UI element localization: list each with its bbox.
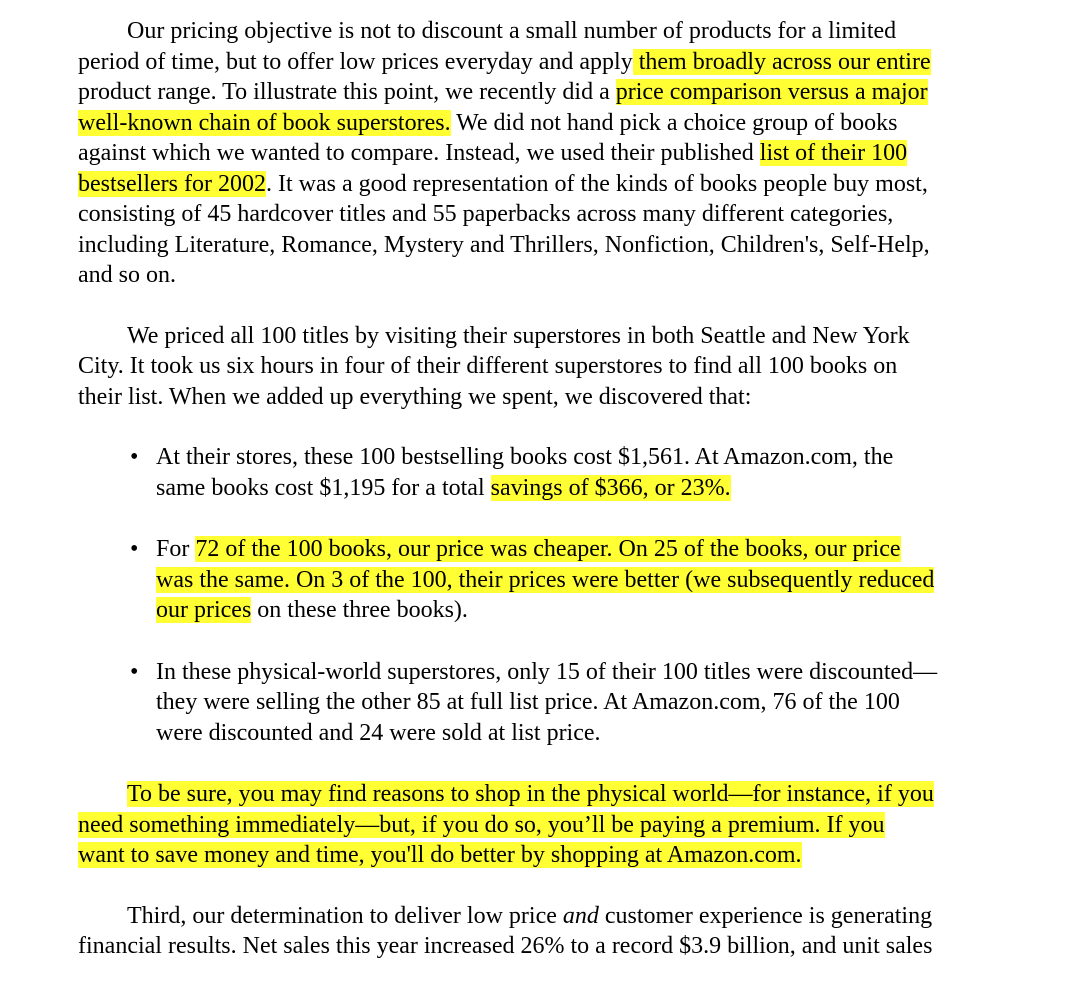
text-line: and so on.	[78, 262, 176, 288]
bullet-icon: •	[130, 536, 139, 562]
text-line: their list. When we added up everything we spent, we discovered that:	[78, 383, 752, 410]
paragraph-physical-world	[78, 779, 1028, 871]
text-line	[156, 565, 1039, 596]
text-line	[78, 840, 1028, 871]
text-line: well-known chain of book superstores. We did not hand pick a choice group of books	[78, 109, 898, 136]
text-line: We priced all 100 titles by visiting their superstores in both Seattle and New York	[127, 322, 910, 349]
text-line: For 72 of the 100 books, our price was cheaper. On 25 of the books, our price	[156, 536, 901, 562]
text-line: In these physical-world superstores, only 15 of their 100 titles were discounted—	[156, 658, 938, 685]
highlight: need something immediately—but, if you do so, you’ll be paying a premium. If you	[78, 811, 885, 838]
text-line: period of time, but to offer low prices everyday and apply them broadly across our entire	[78, 48, 931, 75]
highlight: To be sure, you may find reasons to shop in the physical world—for instance, if you	[127, 781, 934, 807]
highlight: well-known chain of book superstores.	[78, 109, 451, 136]
highlight: list of their 100	[759, 140, 908, 166]
highlight: was the same. On 3 of the 100, their prices were better (we subsequently reduced	[156, 566, 935, 593]
bullet-icon: •	[130, 444, 139, 470]
text-line: our prices on these three books).	[156, 597, 468, 623]
text-line	[78, 779, 1028, 810]
text-line: Our pricing objective is not to discount a small number of products for a limited	[127, 18, 897, 44]
bullet-icon: •	[130, 658, 139, 685]
text-line: financial results. Net sales this year increased 26% to a record $3.9 billion, and unit sales	[78, 933, 933, 959]
highlight: savings of $366, or 23%.	[490, 474, 731, 501]
highlight: want to save money and time, you'll do better by shopping at Amazon.com.	[78, 842, 802, 868]
list-item	[130, 442, 1039, 503]
highlight: them broadly across our entire	[632, 48, 931, 75]
highlight: bestsellers for 2002	[78, 170, 266, 197]
emphasis: and	[562, 902, 599, 929]
highlight: our prices	[156, 597, 252, 623]
list-item	[130, 534, 1039, 626]
text-line	[78, 77, 1028, 108]
findings-list	[78, 442, 1039, 748]
paragraph-pricing-method	[78, 321, 1028, 413]
text-line: against which we wanted to compare. Instead, we used their published list of their 100	[78, 140, 908, 166]
highlight: product range. To illustrate this point, we recently did a	[78, 79, 616, 105]
paragraph-financial-results	[78, 901, 1028, 962]
text-line: bestsellers for 2002. It was a good representation of the kinds of books people buy most,	[78, 170, 928, 197]
highlight: price comparison versus a major	[615, 79, 928, 105]
text-line	[78, 810, 1028, 841]
text-line: same books cost $1,195 for a total savings of $366, or 23%.	[156, 474, 731, 501]
highlight: 72 of the 100 books, our price was cheaper. On 25 of the books, our price	[195, 536, 901, 562]
text-line: City. It took us six hours in four of their different superstores to find all 100 books on	[78, 353, 898, 379]
paragraph-pricing-objective	[78, 16, 1028, 291]
text-line: Third, our determination to deliver low price and customer experience is generating	[127, 902, 933, 929]
text-line: At their stores, these 100 bestselling books cost $1,561. At Amazon.com, the	[156, 444, 894, 470]
text-line: they were selling the other 85 at full list price. At Amazon.com, 76 of the 100	[156, 689, 900, 715]
text-line: were discounted and 24 were sold at list price.	[156, 719, 601, 746]
list-item	[130, 657, 1039, 749]
text-line: consisting of 45 hardcover titles and 55 paperbacks across many different categories,	[78, 201, 894, 227]
text-line: including Literature, Romance, Mystery and Thrillers, Nonfiction, Children's, Self-Help,	[78, 231, 930, 258]
